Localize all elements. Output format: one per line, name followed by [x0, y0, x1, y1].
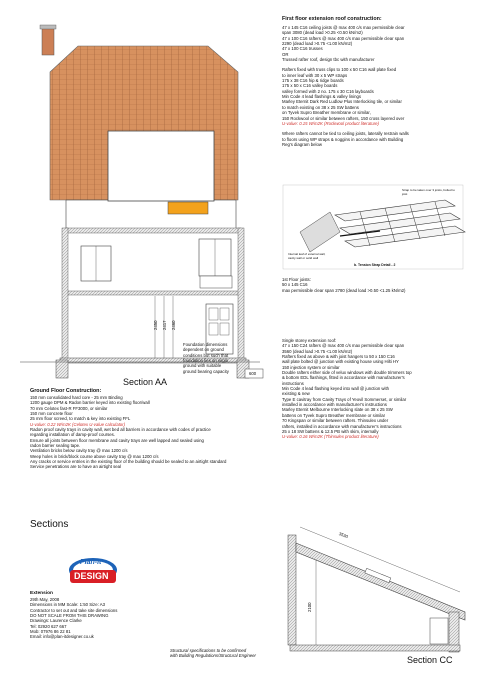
ground-floor-spec: Ground Floor Construction: 150 mm consolidated hard core - 25 mm Binding 1200 gauge DPM & Radon barrier keyed into existing floor/wall 70 mm Celotex fast-R FF3000, or similar 150 mm concrete floor 25 mm floor screed, to match & key into existing FFL U-value: 0.22 W/m2K (Celotex U-value calculator) Radon proof cavity trays in cavity wall, wet bed all barriers in accordance with codes of practice regarding installation of damp-proof courses. Ensure all joints between floor membrane and cavity trays are well lapped and sealed using radon barrier sealing tape. Ventilation bricks below cavity tray @ max 1200 c/s Weep holes in brick/block course above cavity tray @ max 1200 c/s Any cracks or service entries in the existing floor of the building should be sealed to an airtight standard Service penetrations are to have an airtight seal — [30, 388, 227, 470]
sections-title: Sections — [30, 519, 69, 530]
section-cc-label: Section CC — [407, 655, 453, 665]
plan-it-design-logo: Plan-it DESIGN — [66, 556, 120, 586]
diagram-label-left: Internal leaf of external wall, cavity wall or solid wall — [288, 252, 326, 260]
dimension-label: 2100 — [307, 602, 312, 612]
ground-floor-heading: Ground Floor Construction: — [30, 388, 102, 394]
first-floor-roof-spec: First floor extension roof construction: 47 x 145 C16 ceiling joists @ max 400 c/s max permissible clear span 3080 (dead load >0.25 <0.50 kN/m2) 47 x 100 C16 rafters @ max 400 c/s max permissible clear span 2290 (dead load >0.75 <1.00 kN/m2) 47 x 100 C16 trusses OR Trussed rafter roof, design tbc with manufacturer Rafters fixed with truss clips to 100 x 50 C16 wall plate fixed to inner leaf with 30 x 5 WP straps 175 x 38 C16 hip & ridge boards 175 x 50 x C16 valley boards valley formed with 2 no. 175 x 30 C16 layboards Min Code 4 lead flashings & valley linings Marley Eternit Dark Red Ludlow Plus Interlocking tile, or similar to match existing on 38 x 25 SW battens on Tyvek Supro Breather membrane or similar, 150 Rockwool or similar between rafters, 150 cross layered over U-value: 0.15 W/m2K (Rockwool product literature) Where rafters cannot be tied to ceiling joists, laterally restrain walls to floors using WP straps & noggins in accordance with Building Reg's diagram below — [282, 16, 409, 147]
diagram-label-top: Strap to be taken over 3 joists, bolted to joist — [402, 188, 455, 196]
first-floor-joists: 1st Floor joists: 50 x 145 C16 max permissible clear span 2780 (dead load >0.50 <1.25 kN/m2) — [282, 277, 406, 293]
single-storey-roof-spec: Single storey extension roof: 47 x 150 C24 rafters @ max 400 c/s max permissible clear span 3560 (dead load >0.75 <1.00 kN/m2) Rafters fixed as above & with joist hangers to 50 x 150 C16 wall plate bolted @ junction with existing house using Hilti HY 150 injection system or similar Double rafters either side of velux windows with double trimmers top & bottom EDL flashings, fitted in accordance with manufacturer's instructions Min Code 4 lead flashing keyed into wall @ junction with existing & new Type E cavitray from Cavity Trays of Yeovil Sommerset, or similar installed in accordance with manufacturer's instructions Marley Eternit Melbourne Interlocking slate on 38 x 25 SW battens on Tyvek Supro Breather membrane or similar 70 Kingspan or similar between rafters. Thinsulex under rafters, installed in accordance with manufacturer's instructions 25 x 18 SW battens & 12.5 PB with skim, internally U-value: 0.16 W/m2K (Thinsulex product literature) — [282, 338, 412, 440]
dimension-label: 2460 — [171, 320, 176, 330]
footing-dimension: 600 — [249, 371, 257, 376]
dimension-label: 2450 — [153, 320, 158, 330]
diagram-caption: b. Tension Strap Detail - 2 — [354, 263, 396, 267]
structural-note: Structural specifications to be confirmed with Building Regulations/Structural Engineer — [170, 648, 256, 659]
foundation-note: Foundation dimensions dependent on ground conditions but such that foundation lies on virgin ground with suitable ground bearing capacity — [183, 342, 229, 374]
ground-floor-uvalue: U-value: 0.22 W/m2K (Celotex U-value calculator) — [30, 421, 126, 427]
dimension-label: 2417 — [162, 320, 167, 330]
first-floor-roof-heading: First floor extension roof construction: — [282, 16, 382, 22]
title-block: Extension 29th May, 2008 Dimensions in MM Scale: 1:50 Size: A3 Contractor to set out and take site dimensions DO NOT SCALE FROM THIS DRAWING Drawings: Laurence Clarke Tel: 02920 627 667 Mob: 07976 86 22 81 Email: info@plan-itdesigner.co.uk — [30, 591, 118, 640]
single-roof-uvalue: U-value: 0.16 W/m2K (Thinsulex product literature) — [282, 434, 379, 440]
dimension-label: 3530 — [338, 531, 349, 540]
section-aa-label: Section AA — [123, 377, 168, 387]
roof-uvalue: U-value: 0.15 W/m2K (Rockwool product literature) — [282, 120, 379, 126]
